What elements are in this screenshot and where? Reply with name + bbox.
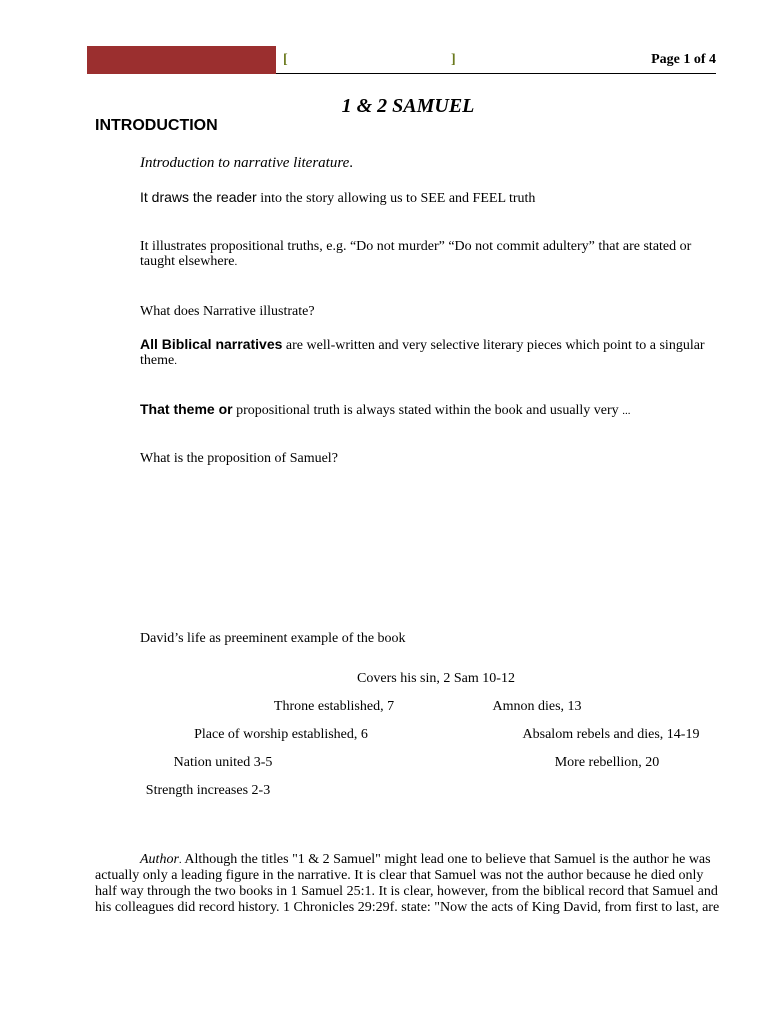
draws-lead: It draws the reader xyxy=(140,189,257,205)
all-narratives-end: . xyxy=(174,355,177,367)
davids-life-paragraph: David’s life as preeminent example of the book xyxy=(140,631,406,646)
header-rule xyxy=(276,73,716,74)
question-narrative: What does Narrative illustrate? xyxy=(140,304,315,319)
all-narratives-rest: are well-written and very selective literary pieces which point to a singular theme xyxy=(140,338,705,368)
draws-rest: into the story allowing us to SEE and FEEL truth xyxy=(256,191,536,206)
header-color-bar xyxy=(87,46,276,74)
illustrates-paragraph xyxy=(140,239,725,270)
intro-text: Introduction to narrative literature xyxy=(140,155,350,171)
draws-paragraph xyxy=(140,190,725,206)
header-bracket-open: [ xyxy=(283,52,288,67)
author-paragraph xyxy=(95,852,720,916)
theme-paragraph xyxy=(140,402,725,419)
outline-covers: Covers his sin, 2 Sam 10-12 xyxy=(357,671,515,686)
section-heading: INTRODUCTION xyxy=(95,117,218,134)
illustrates-end: . xyxy=(234,256,238,268)
page-number: Page 1 of 4 xyxy=(651,52,716,67)
all-narratives-lead: All Biblical narratives xyxy=(140,336,283,352)
illustrates-text: It illustrates propositional truths, e.g. “Do not murder” “Do not commit adultery” that are stated or taught elsewhere xyxy=(140,239,692,269)
outline-rebellion: More rebellion, 20 xyxy=(554,755,660,770)
theme-ellipsis: ... xyxy=(622,405,631,417)
intro-period: . xyxy=(349,155,354,171)
outline-absalom: Absalom rebels and dies, 14-19 xyxy=(522,727,700,742)
outline-throne: Throne established, 7 xyxy=(273,699,395,714)
theme-rest: propositional truth is always stated within the book and usually very xyxy=(232,403,623,418)
outline-amnon: Amnon dies, 13 xyxy=(492,699,582,714)
outline-worship: Place of worship established, 6 xyxy=(194,727,368,742)
outline-nation: Nation united 3-5 xyxy=(173,755,273,770)
intro-paragraph xyxy=(140,156,725,171)
question-proposition: What is the proposition of Samuel? xyxy=(140,451,338,466)
document-title: 1 & 2 SAMUEL xyxy=(341,95,475,117)
theme-lead: That theme or xyxy=(140,401,233,417)
author-label-period: . xyxy=(178,854,182,866)
outline-strength: Strength increases 2-3 xyxy=(145,783,271,798)
author-label: Author xyxy=(140,852,179,867)
author-text: Although the titles "1 & 2 Samuel" might lead one to believe that Samuel is the author he was actually only a leading figure in the narrative. It is clear that Samuel was not the author because he died only half way through the two books in 1 Samuel 25:1. It is clear, however, from the biblical record that Samuel and his colleagues did record history. 1 Chronicles 29:29f. state: "Now the acts of King David, from first to last, are xyxy=(95,852,720,915)
all-narratives-paragraph xyxy=(140,337,725,369)
header-bracket-close: ] xyxy=(451,52,456,67)
